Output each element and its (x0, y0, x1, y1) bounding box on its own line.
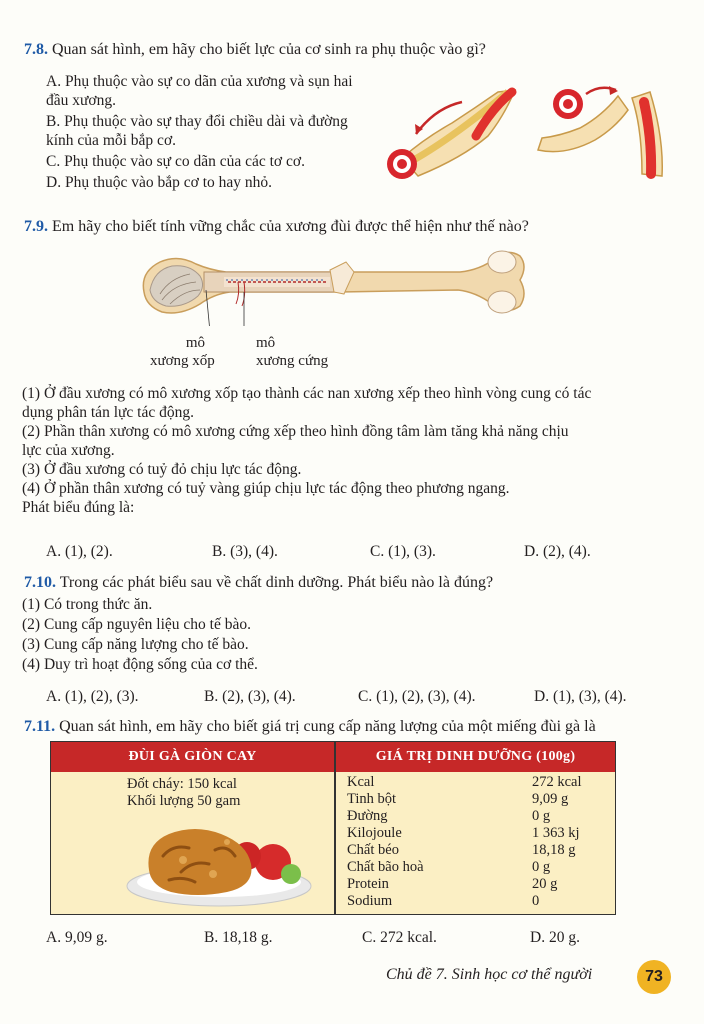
label-compact-bone (256, 334, 328, 370)
option-d: D. (2), (4). (524, 543, 591, 560)
question-7-9 (24, 217, 529, 237)
table-row: Chất bão hoà 0 g (347, 859, 551, 875)
chapter-title: Chủ đề 7. Sinh học cơ thể người (386, 966, 593, 983)
question-7-10 (24, 573, 493, 593)
label-spongy-line2: xương xốp (150, 353, 215, 369)
nutrition-table (50, 741, 616, 915)
option-a: A. (1), (2). (46, 543, 113, 560)
question-number: 7.8. (24, 41, 48, 58)
option-a-line1: A. Phụ thuộc vào sự co dãn của xương và sụn hai (46, 73, 353, 90)
option-b: B. 18,18 g. (204, 929, 273, 946)
label-compact-line1: mô (256, 335, 276, 351)
fried-chicken-image (123, 816, 323, 908)
lead-text: Phát biểu đúng là: (22, 499, 135, 516)
statement-3: (3) Cung cấp năng lượng cho tế bào. (22, 636, 249, 653)
nutrition-list (347, 774, 609, 910)
statement-3: (3) Ở đầu xương có tuỷ đỏ chịu lực tác động. (22, 461, 302, 478)
arm-muscle-illustration (380, 78, 680, 196)
table-divider (334, 742, 336, 914)
label-compact-line2: xương cứng (256, 353, 329, 369)
table-header-right: GIÁ TRỊ DINH DƯỠNG (100g) (336, 742, 615, 772)
statements-7-9 (22, 384, 662, 517)
question-number: 7.9. (24, 218, 48, 235)
option-b-line1: B. Phụ thuộc vào sự thay đổi chiều dài và đường (46, 113, 348, 130)
option-b: B. (2), (3), (4). (204, 688, 296, 705)
statement-1a: (1) Ở đầu xương có mô xương xốp tạo thành các nan xương xếp theo hình vòng cung có tác (22, 385, 592, 402)
option-c: C. (1), (3). (370, 543, 436, 560)
statement-1b: dụng phân tán lực tác động. (22, 404, 194, 421)
extended-arm (387, 90, 515, 179)
statement-4: (4) Ở phần thân xương có tuỷ vàng giúp chịu lực tác động theo phương ngang. (22, 480, 510, 497)
option-c: C. (1), (2), (3), (4). (358, 688, 476, 705)
question-text: Em hãy cho biết tính vững chắc của xương đùi được thể hiện như thế nào? (52, 218, 529, 235)
table-row: Tinh bột 9,09 g (347, 791, 569, 807)
flexed-arm (538, 89, 662, 176)
table-row: Kcal 272 kcal (347, 774, 582, 790)
option-b-line2: kính của mỗi bắp cơ. (46, 132, 177, 149)
table-row: Chất béo 18,18 g (347, 842, 576, 858)
statement-1: (1) Có trong thức ăn. (22, 596, 153, 613)
question-7-11 (24, 717, 596, 737)
chicken-mass: Khối lượng 50 gam (127, 793, 241, 809)
question-number: 7.10. (24, 574, 56, 591)
question-text: Quan sát hình, em hãy cho biết lực của cơ sinh ra phụ thuộc vào gì? (52, 41, 486, 58)
table-header-left: ĐÙI GÀ GIÒN CAY (51, 742, 334, 772)
option-d: D. 20 g. (530, 929, 580, 946)
statement-2a: (2) Phần thân xương có mô xương cứng xếp theo hình đồng tâm làm tăng khả năng chịu (22, 423, 569, 440)
page-number: 73 (637, 960, 671, 994)
statement-4: (4) Duy trì hoạt động sống của cơ thể. (22, 656, 258, 673)
option-a: A. 9,09 g. (46, 929, 108, 946)
option-c: C. 272 kcal. (362, 929, 437, 946)
question-7-8 (24, 40, 486, 60)
option-a-line2: đầu xương. (46, 92, 116, 109)
femur-bone-illustration (140, 244, 530, 326)
question-number: 7.11. (24, 718, 56, 735)
question-text: Trong các phát biểu sau về chất dinh dưỡng. Phát biểu nào là đúng? (59, 574, 494, 591)
table-row: Sodium 0 (347, 893, 540, 909)
label-spongy-line1: mô (185, 335, 205, 351)
statement-2: (2) Cung cấp nguyên liệu cho tế bào. (22, 616, 251, 633)
question-text: Quan sát hình, em hãy cho biết giá trị cung cấp năng lượng của một miếng đùi gà là (59, 718, 596, 735)
option-a: A. (1), (2), (3). (46, 688, 139, 705)
option-d: D. (1), (3), (4). (534, 688, 627, 705)
table-row: Đường 0 g (347, 808, 551, 824)
option-d: D. Phụ thuộc vào bắp cơ to hay nhỏ. (46, 174, 273, 191)
statements-7-10 (22, 595, 258, 675)
answer-options-7-8 (46, 72, 396, 192)
label-spongy-bone (150, 334, 215, 370)
chicken-info (127, 776, 240, 810)
table-row: Protein 20 g (347, 876, 558, 892)
option-c: C. Phụ thuộc vào sự co dãn của các tơ cơ. (46, 153, 305, 170)
burn-calories: Đốt cháy: 150 kcal (127, 776, 237, 792)
table-row: Kilojoule 1 363 kj (347, 825, 580, 841)
option-b: B. (3), (4). (212, 543, 278, 560)
statement-2b: lực của xương. (22, 442, 115, 459)
